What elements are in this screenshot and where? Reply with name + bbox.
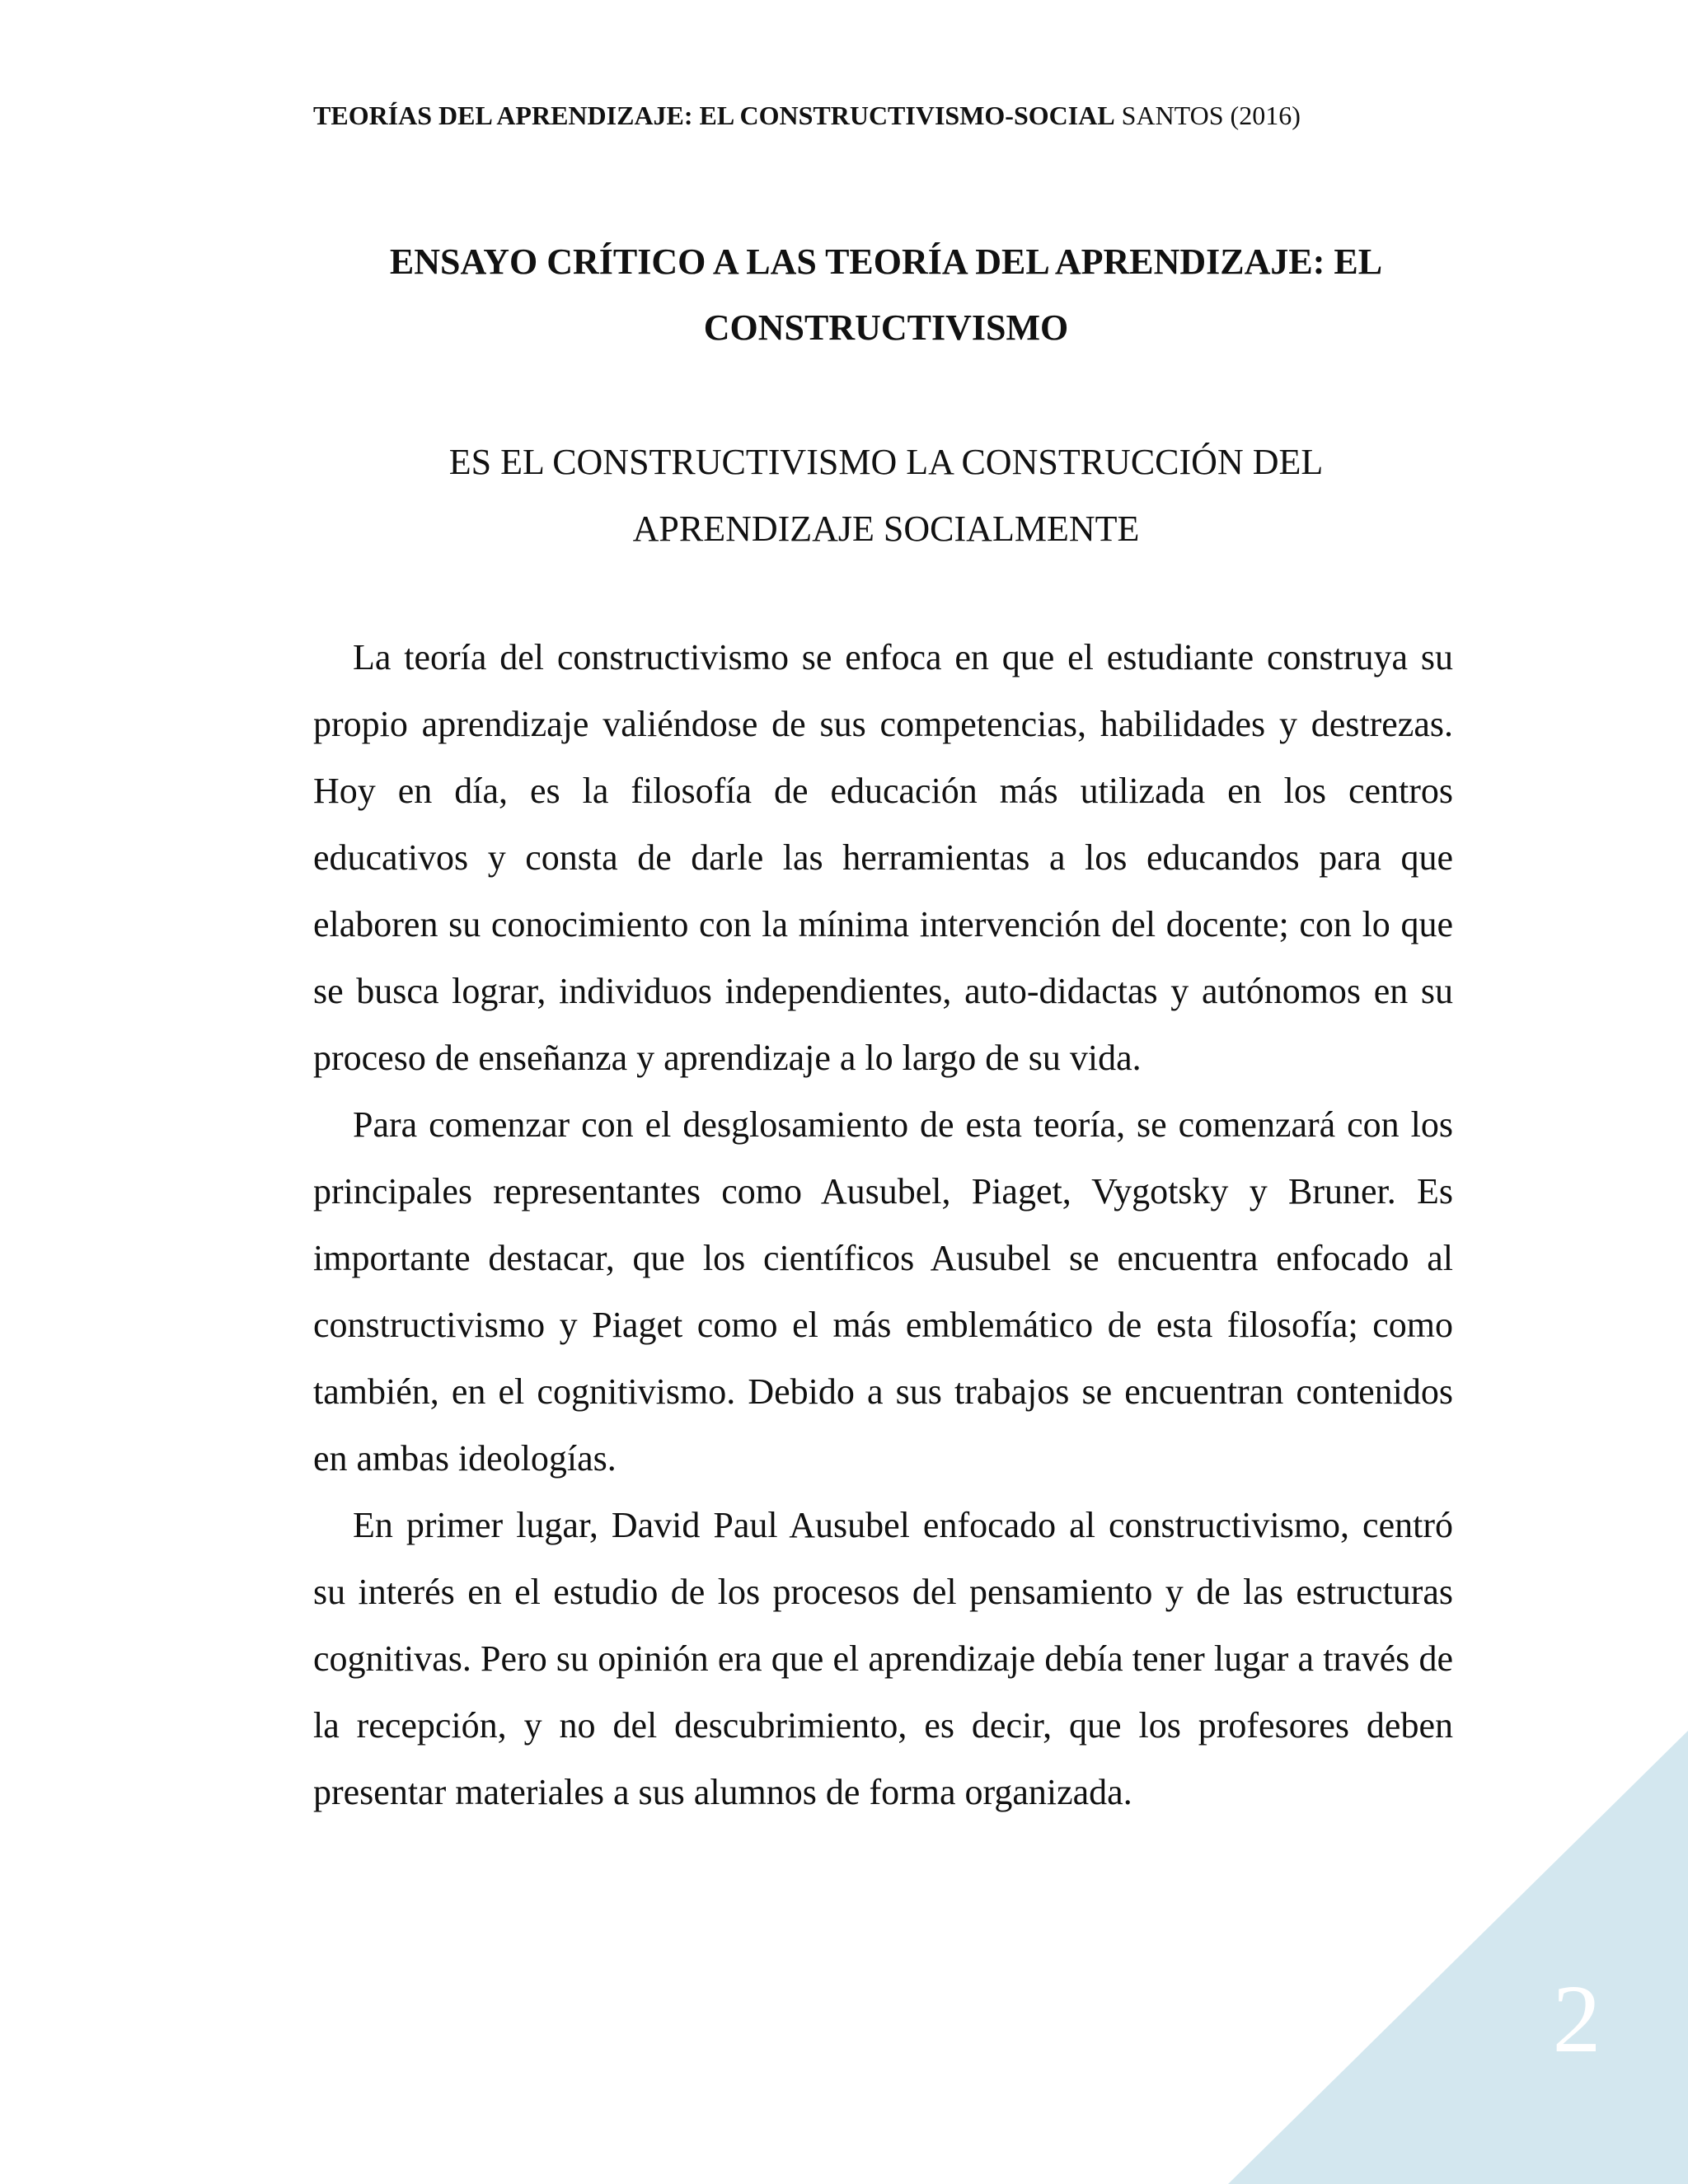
document-title-line-1: ENSAYO CRÍTICO A LAS TEORÍA DEL APRENDIZAJE: EL [389, 241, 1383, 282]
running-header-title: TEORÍAS DEL APRENDIZAJE: EL CONSTRUCTIVISMO-SOCIAL [313, 101, 1115, 130]
running-header [313, 97, 1467, 134]
paragraph: La teoría del constructivismo se enfoca en que el estudiante construya su propio aprendizaje valiéndose de sus competencias, habilidades y destrezas. Hoy en día, es la filosofía de educación más utilizada en los centros educativos y consta de darle las herramientas a los educandos para que elaboren su conocimiento con la mínima intervención del docente; con lo que se busca lograr, individuos independientes, auto-didactas y autónomos en su proceso de enseñanza y aprendizaje a lo largo de su vida. [313, 637, 1453, 1078]
document-title-line-2: CONSTRUCTIVISMO [703, 307, 1069, 348]
paragraph: Para comenzar con el desglosamiento de esta teoría, se comenzará con los principales representantes como Ausubel, Piaget, Vygotsky y Bruner. Es importante destacar, que los científicos Ausubel se encuentra enfocado al constructivismo y Piaget como el más emblemático de esta filosofía; como también, en el cognitivismo. Debido a sus trabajos se encuentran contenidos en ambas ideologías. [313, 1104, 1453, 1479]
paragraph: En primer lugar, David Paul Ausubel enfocado al constructivismo, centró su interés en el estudio de los procesos del pensamiento y de las estructuras cognitivas. Pero su opinión era que el aprendizaje debía tener lugar a través de la recepción, y no del descubrimiento, es decir, que los profesores deben presentar materiales a sus alumnos de forma organizada. [313, 1505, 1453, 1812]
page-number: 2 [1552, 1965, 1601, 2073]
running-header-author: SANTOS (2016) [1114, 101, 1301, 130]
document-title [272, 229, 1500, 361]
document-subtitle-line-2: APRENDIZAJE SOCIALMENTE [632, 509, 1140, 549]
document-subtitle [272, 429, 1500, 562]
document-subtitle-line-1: ES EL CONSTRUCTIVISMO LA CONSTRUCCIÓN DEL [448, 442, 1324, 482]
body-text [313, 624, 1453, 1825]
